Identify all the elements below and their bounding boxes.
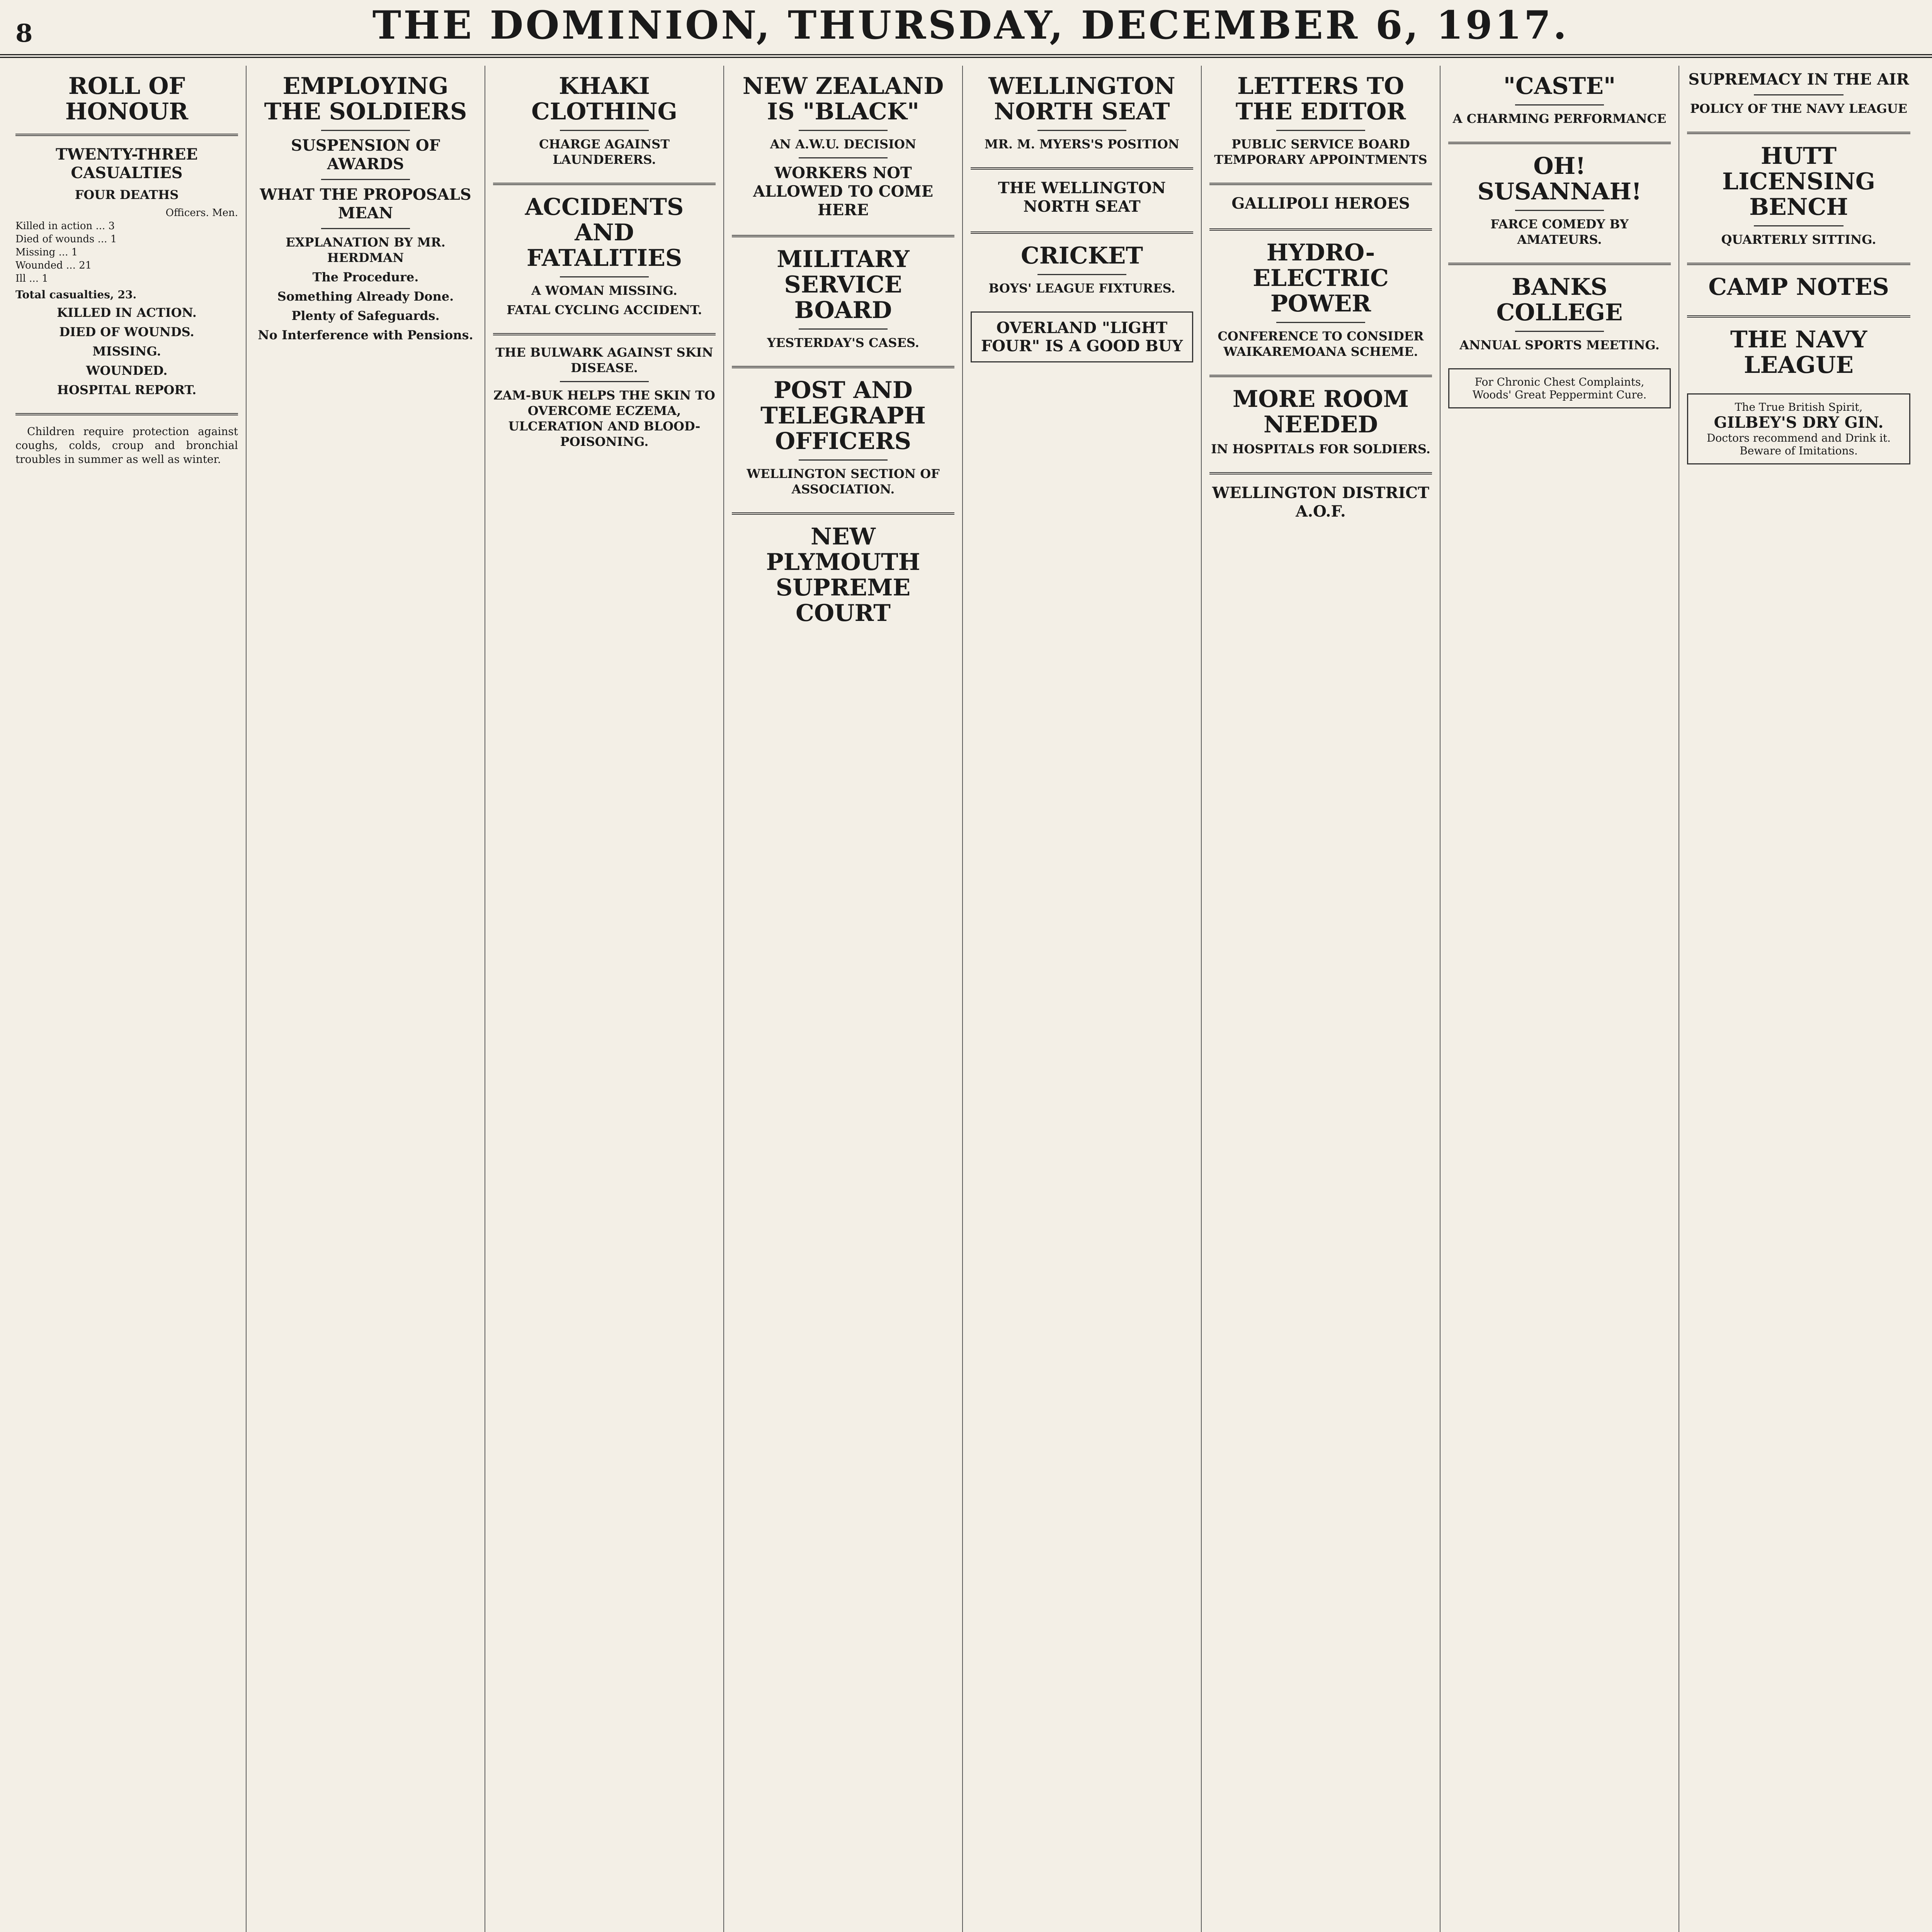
subheadline: WELLINGTON SECTION OF ASSOCIATION. bbox=[747, 466, 940, 497]
headline: MORE ROOM NEEDED bbox=[1233, 386, 1409, 438]
zam-buk-ad bbox=[493, 345, 716, 449]
page-number: 8 bbox=[15, 19, 33, 48]
headline: THE NAVY LEAGUE bbox=[1730, 326, 1867, 379]
columns bbox=[8, 66, 1932, 1932]
ad-title: GILBEY'S DRY GIN. bbox=[1714, 413, 1884, 432]
accidents bbox=[493, 194, 716, 318]
headline: BANKS COLLEGE bbox=[1496, 274, 1623, 326]
headline: LETTERS TO THE EDITOR bbox=[1235, 73, 1406, 125]
more-room bbox=[1209, 386, 1432, 457]
headline: WELLINGTON DISTRICT A.O.F. bbox=[1212, 484, 1429, 520]
headline: OH! SUSANNAH! bbox=[1477, 153, 1642, 205]
subheadline: BOYS' LEAGUE FIXTURES. bbox=[988, 281, 1175, 296]
list-item: Ill ... 1 bbox=[15, 273, 48, 284]
ad-subheadline: ZAM-BUK HELPS THE SKIN TO OVERCOME ECZEMA, ULCERATION AND BLOOD-POISONING. bbox=[493, 388, 715, 449]
khaki-clothing bbox=[493, 73, 716, 167]
subheadline: FOUR DEATHS bbox=[75, 187, 179, 202]
section-head: Plenty of Safeguards. bbox=[291, 308, 440, 323]
headline: GALLIPOLI HEROES bbox=[1231, 194, 1410, 213]
hydro-electric bbox=[1209, 240, 1432, 359]
headline: MILITARY SERVICE BOARD bbox=[777, 246, 910, 324]
gallipoli bbox=[1209, 194, 1432, 213]
ad-text: For Chronic Chest Complaints, Woods' Great Peppermint Cure. bbox=[1472, 376, 1647, 401]
gilbeys-ad bbox=[1687, 393, 1910, 464]
headline: POST AND TELEGRAPH OFFICERS bbox=[760, 377, 926, 455]
overland-ad bbox=[971, 311, 1193, 362]
headline: ACCIDENTS AND FATALITIES bbox=[525, 194, 684, 272]
hutt-licensing bbox=[1687, 143, 1910, 247]
subheadline: POLICY OF THE NAVY LEAGUE bbox=[1690, 101, 1908, 116]
military-service-board bbox=[732, 247, 954, 350]
column-6 bbox=[1202, 66, 1440, 1932]
ad-title: OVERLAND "LIGHT FOUR" IS A GOOD BUY bbox=[981, 319, 1183, 355]
headline: CRICKET bbox=[1021, 242, 1143, 269]
section-head: HOSPITAL REPORT. bbox=[57, 383, 197, 397]
section-head: The Procedure. bbox=[312, 270, 419, 284]
letters bbox=[1209, 73, 1432, 167]
column-4 bbox=[724, 66, 963, 1932]
list-item: Missing ... 1 bbox=[15, 247, 78, 258]
post-telegraph bbox=[732, 378, 954, 497]
subheadline: FARCE COMEDY BY AMATEURS. bbox=[1490, 217, 1629, 247]
subheadline: AN A.W.U. DECISION bbox=[770, 137, 917, 151]
aof bbox=[1209, 484, 1432, 521]
column-5 bbox=[963, 66, 1202, 1932]
headline: THE WELLINGTON NORTH SEAT bbox=[998, 179, 1166, 216]
subheadline: YESTERDAY'S CASES. bbox=[767, 335, 919, 350]
headline: NEW ZEALAND IS "BLACK" bbox=[742, 73, 944, 125]
subheadline: MR. M. MYERS'S POSITION bbox=[984, 137, 1180, 151]
headline: ROLL OF HONOUR bbox=[65, 73, 189, 125]
subheadline: WHAT THE PROPOSALS MEAN bbox=[260, 185, 471, 222]
ad-headline: THE BULWARK AGAINST SKIN DISEASE. bbox=[495, 345, 713, 375]
wellington-north bbox=[971, 73, 1193, 152]
employing-soldiers bbox=[254, 73, 477, 343]
new-plymouth-court bbox=[732, 524, 954, 626]
section-head: KILLED IN ACTION. bbox=[57, 305, 197, 320]
subheadline: FATAL CYCLING ACCIDENT. bbox=[507, 303, 702, 317]
list-header: Officers. Men. bbox=[165, 207, 238, 219]
headline: NEW PLYMOUTH SUPREME COURT bbox=[766, 523, 920, 627]
headline: "CASTE" bbox=[1503, 73, 1616, 100]
ad-text: Doctors recommend and Drink it. bbox=[1706, 432, 1891, 444]
wellington-north-seat bbox=[971, 179, 1193, 216]
subheadline: PUBLIC SERVICE BOARD TEMPORARY APPOINTMENTS bbox=[1214, 137, 1427, 167]
subheadline: TWENTY-THREE CASUALTIES bbox=[56, 145, 198, 182]
subheadline: IN HOSPITALS FOR SOLDIERS. bbox=[1211, 442, 1430, 456]
column-2 bbox=[247, 66, 485, 1932]
subheadline: A WOMAN MISSING. bbox=[531, 283, 677, 298]
section-head: WOUNDED. bbox=[86, 363, 168, 378]
woods-ad bbox=[1448, 368, 1671, 408]
column-7 bbox=[1440, 66, 1679, 1932]
oh-susannah bbox=[1448, 153, 1671, 247]
navy-league bbox=[1687, 327, 1910, 378]
column-1 bbox=[8, 66, 247, 1932]
headline: EMPLOYING THE SOLDIERS bbox=[264, 73, 467, 125]
section-head: No Interference with Pensions. bbox=[258, 328, 473, 342]
headline: KHAKI CLOTHING bbox=[531, 73, 677, 125]
list-item: Died of wounds ... 1 bbox=[15, 233, 117, 245]
section-head: MISSING. bbox=[92, 344, 161, 359]
camp-notes bbox=[1687, 274, 1910, 300]
subheadline: CONFERENCE TO CONSIDER WAIKAREMOANA SCHEME. bbox=[1218, 329, 1424, 359]
section-head: Something Already Done. bbox=[277, 289, 454, 304]
subheadline: A CHARMING PERFORMANCE bbox=[1452, 111, 1667, 126]
subheadline: WORKERS NOT ALLOWED TO COME HERE bbox=[753, 164, 934, 219]
headline: WELLINGTON NORTH SEAT bbox=[988, 73, 1175, 125]
headline: CAMP NOTES bbox=[1708, 274, 1889, 301]
ad-text: The True British Spirit, bbox=[1735, 401, 1863, 413]
supremacy-air bbox=[1687, 70, 1910, 116]
column-8 bbox=[1679, 66, 1918, 1932]
banks-college bbox=[1448, 274, 1671, 353]
total-line: Total casualties, 23. bbox=[15, 288, 137, 301]
subheadline: QUARTERLY SITTING. bbox=[1721, 232, 1876, 247]
headline: HUTT LICENSING BENCH bbox=[1722, 143, 1876, 221]
new-zealand-black bbox=[732, 73, 954, 219]
notice: Children require protection against coughs, colds, croup and bronchial troubles in summer as well as winter. bbox=[15, 425, 238, 466]
column-3 bbox=[485, 66, 724, 1932]
cricket bbox=[971, 243, 1193, 296]
subheadline: ANNUAL SPORTS MEETING. bbox=[1459, 338, 1660, 352]
section-head: DIED OF WOUNDS. bbox=[59, 325, 194, 339]
roll-of-honour bbox=[15, 73, 238, 398]
subheadline: SUSPENSION OF AWARDS bbox=[291, 136, 440, 173]
subheadline: CHARGE AGAINST LAUNDERERS. bbox=[539, 137, 670, 167]
caste bbox=[1448, 73, 1671, 126]
headline: HYDRO-ELECTRIC POWER bbox=[1253, 239, 1389, 317]
masthead bbox=[0, 0, 1932, 58]
subheadline: EXPLANATION BY MR. HERDMAN bbox=[286, 235, 446, 265]
headline: SUPREMACY IN THE AIR bbox=[1688, 70, 1909, 88]
ad-text: Beware of Imitations. bbox=[1740, 444, 1858, 457]
list-item: Wounded ... 21 bbox=[15, 260, 92, 271]
list-item: Killed in action ... 3 bbox=[15, 220, 115, 232]
masthead-title: THE DOMINION, THURSDAY, DECEMBER 6, 1917. bbox=[372, 2, 1569, 48]
